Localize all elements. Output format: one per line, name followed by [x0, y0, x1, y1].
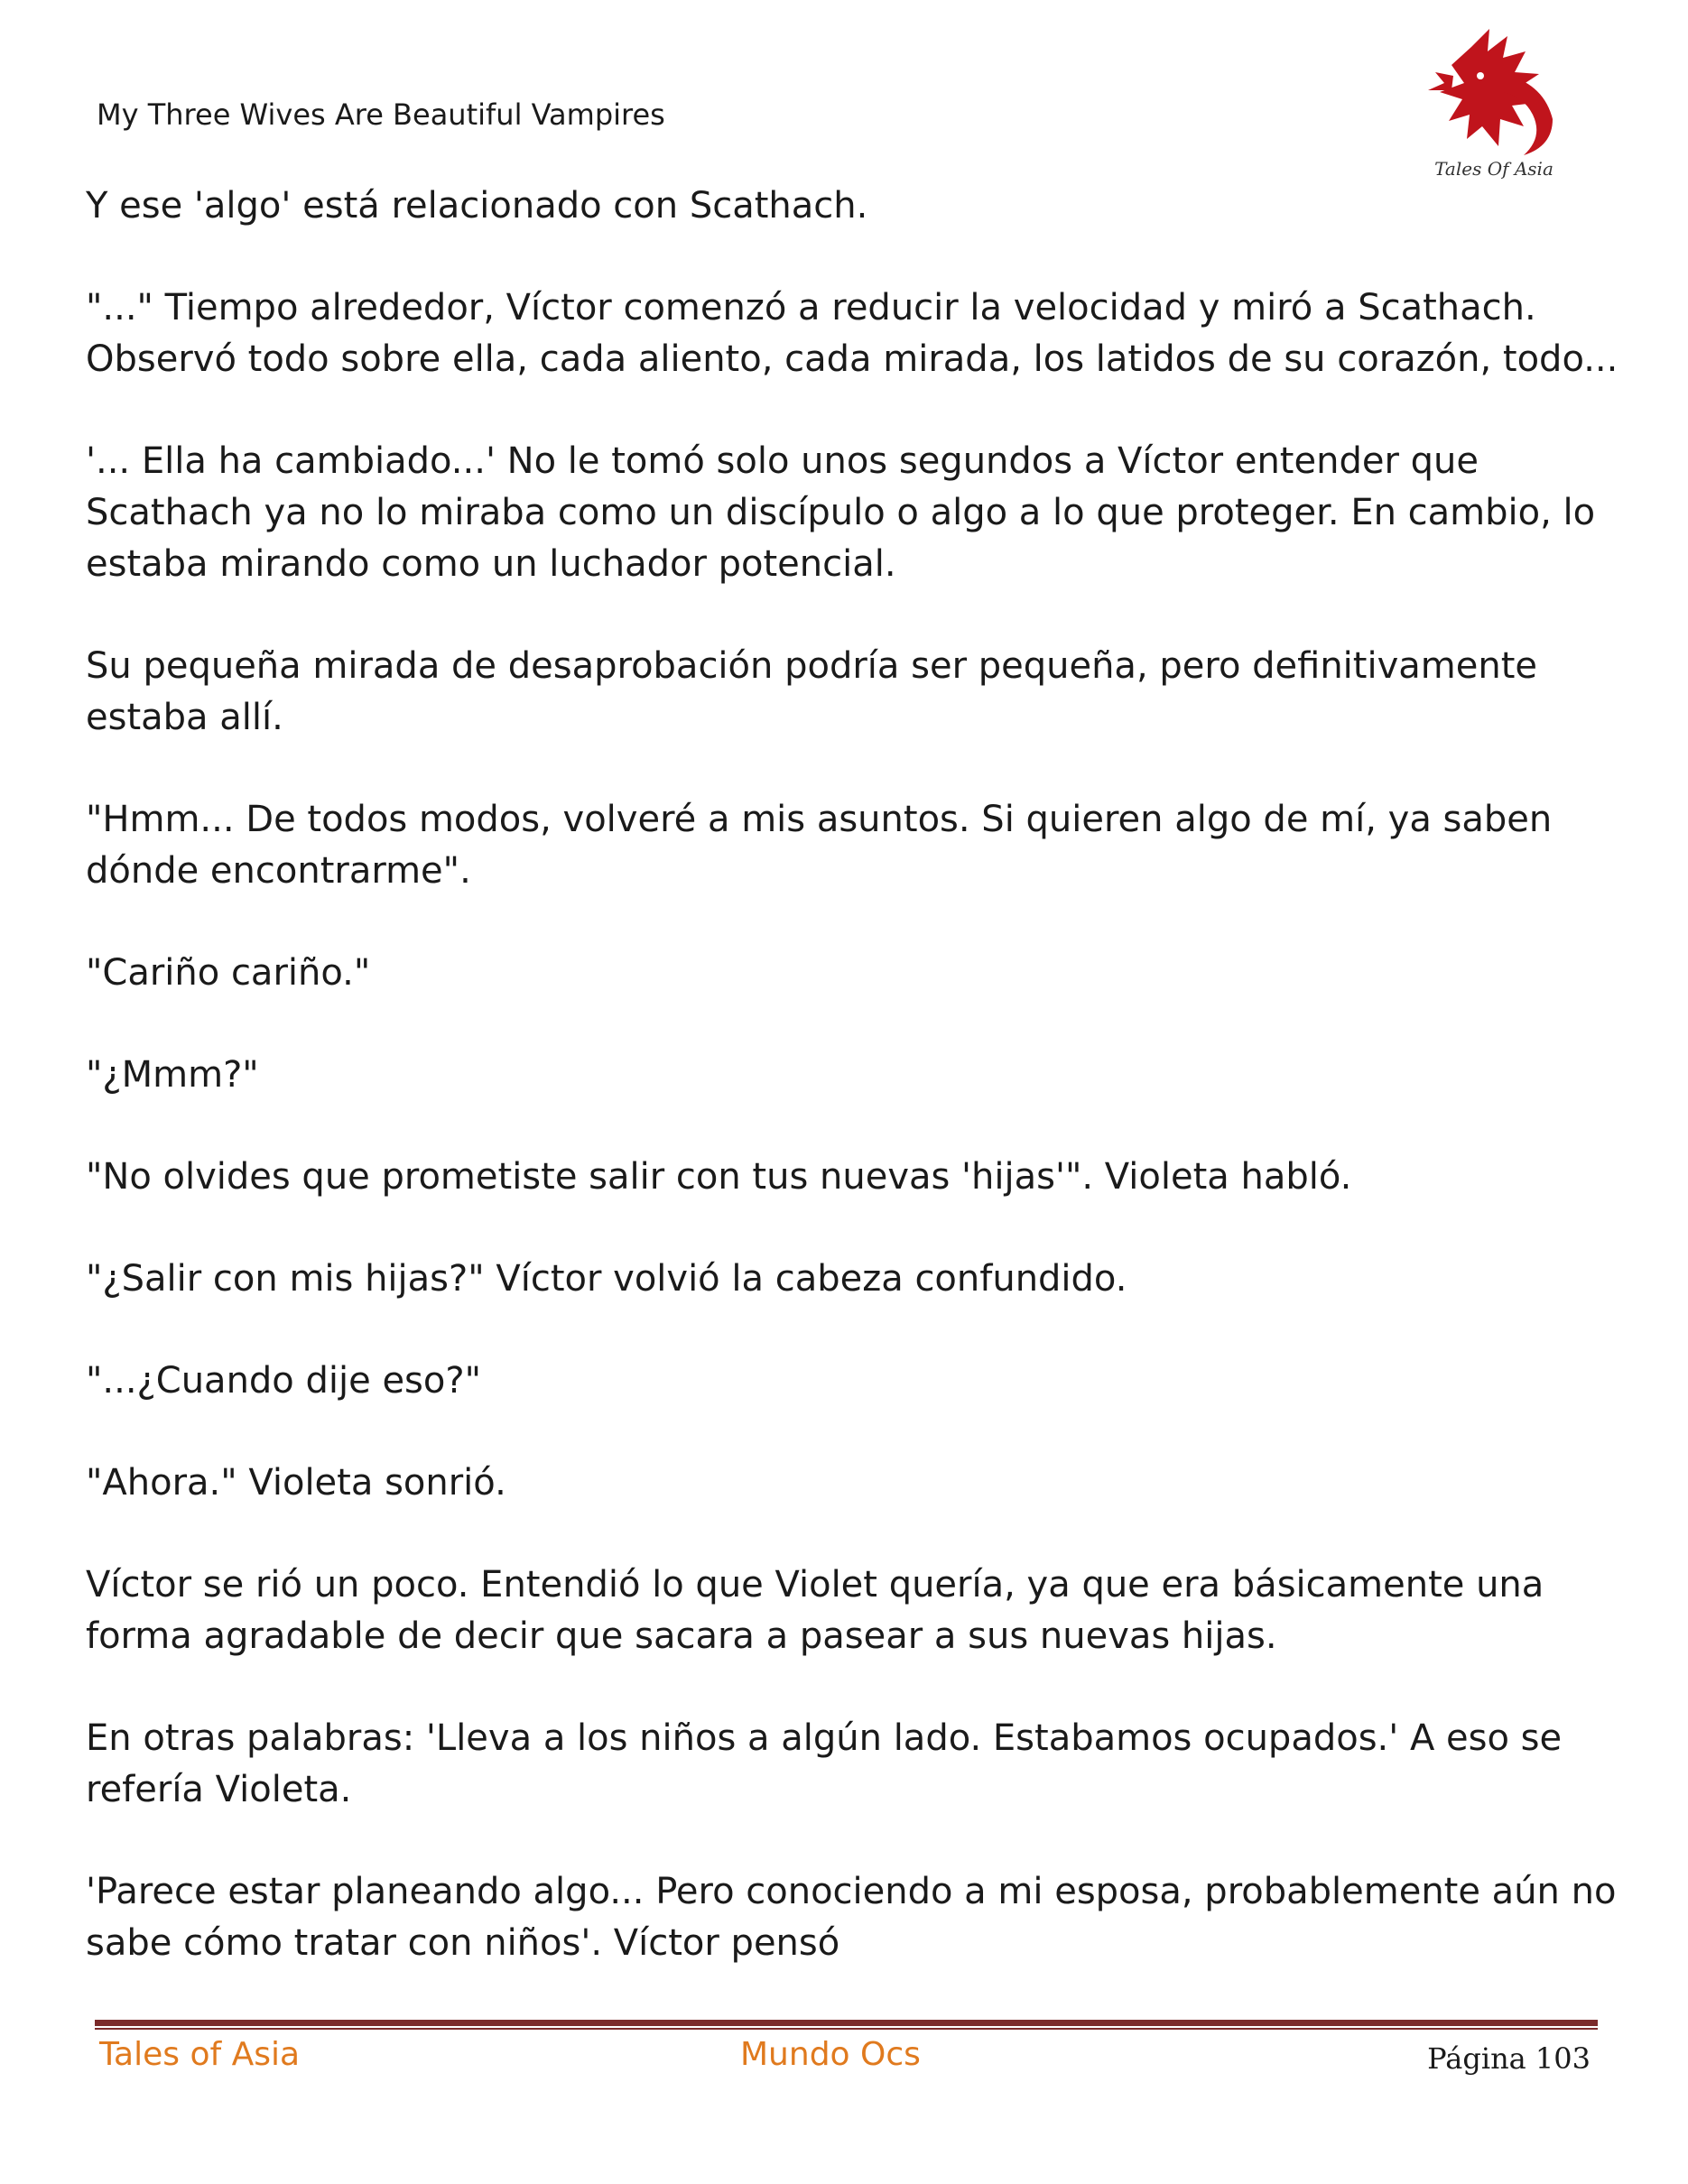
paragraph: "¿Mmm?"	[86, 1054, 259, 1096]
svg-text:Tales Of Asia: Tales Of Asia	[1434, 158, 1554, 180]
book-title: My Three Wives Are Beautiful Vampires	[97, 97, 665, 132]
paragraph: Su pequeña mirada de desaprobación podría ser pequeña, pero definitivamente estaba allí.	[86, 645, 1537, 738]
footer-divider-thick	[95, 2020, 1598, 2026]
paragraph: En otras palabras: 'Lleva a los niños a algún lado. Estabamos ocupados.' A eso se refería Violeta.	[86, 1717, 1563, 1810]
paragraph: Y ese 'algo' está relacionado con Scathach.	[86, 185, 868, 227]
page-number: Página 103	[1427, 2041, 1591, 2076]
paragraph: "...¿Cuando dije eso?"	[86, 1360, 481, 1402]
paragraph: 'Parece estar planeando algo... Pero conociendo a mi esposa, probablemente aún no sabe cómo tratar con niños'. Víctor pensó	[86, 1871, 1617, 1964]
paragraph: "Ahora." Violeta sonrió.	[86, 1462, 506, 1504]
paragraph: '... Ella ha cambiado...' No le tomó solo unos segundos a Víctor entender que Scathach ya no lo miraba como un discípulo o algo a lo que proteger. En cambio, lo estaba mirando como un luchador potencial.	[86, 440, 1596, 585]
dragon-logo-icon	[1417, 20, 1571, 182]
paragraph: "Cariño cariño."	[86, 952, 371, 994]
footer-publisher: Tales of Asia	[99, 2036, 301, 2073]
paragraph: "Hmm... De todos modos, volveré a mis asuntos. Si quieren algo de mí, ya saben dónde encontrarme".	[86, 799, 1553, 892]
paragraph: "¿Salir con mis hijas?" Víctor volvió la cabeza confundido.	[86, 1258, 1127, 1300]
paragraph: "No olvides que prometiste salir con tus nuevas 'hijas'". Violeta habló.	[86, 1156, 1352, 1198]
paragraph: Víctor se rió un poco. Entendió lo que Violet quería, ya que era básicamente una forma agradable de decir que sacara a pasear a sus nuevas hijas.	[86, 1564, 1544, 1657]
footer-divider	[95, 2020, 1598, 2031]
paragraph: "..." Tiempo alrededor, Víctor comenzó a reducir la velocidad y miró a Scathach. Observó todo sobre ella, cada aliento, cada mirada, los latidos de su corazón, todo...	[86, 287, 1618, 380]
chapter-body	[86, 180, 1620, 2020]
footer-divider-thin	[95, 2028, 1598, 2030]
footer-translator: Mundo Ocs	[740, 2036, 921, 2073]
